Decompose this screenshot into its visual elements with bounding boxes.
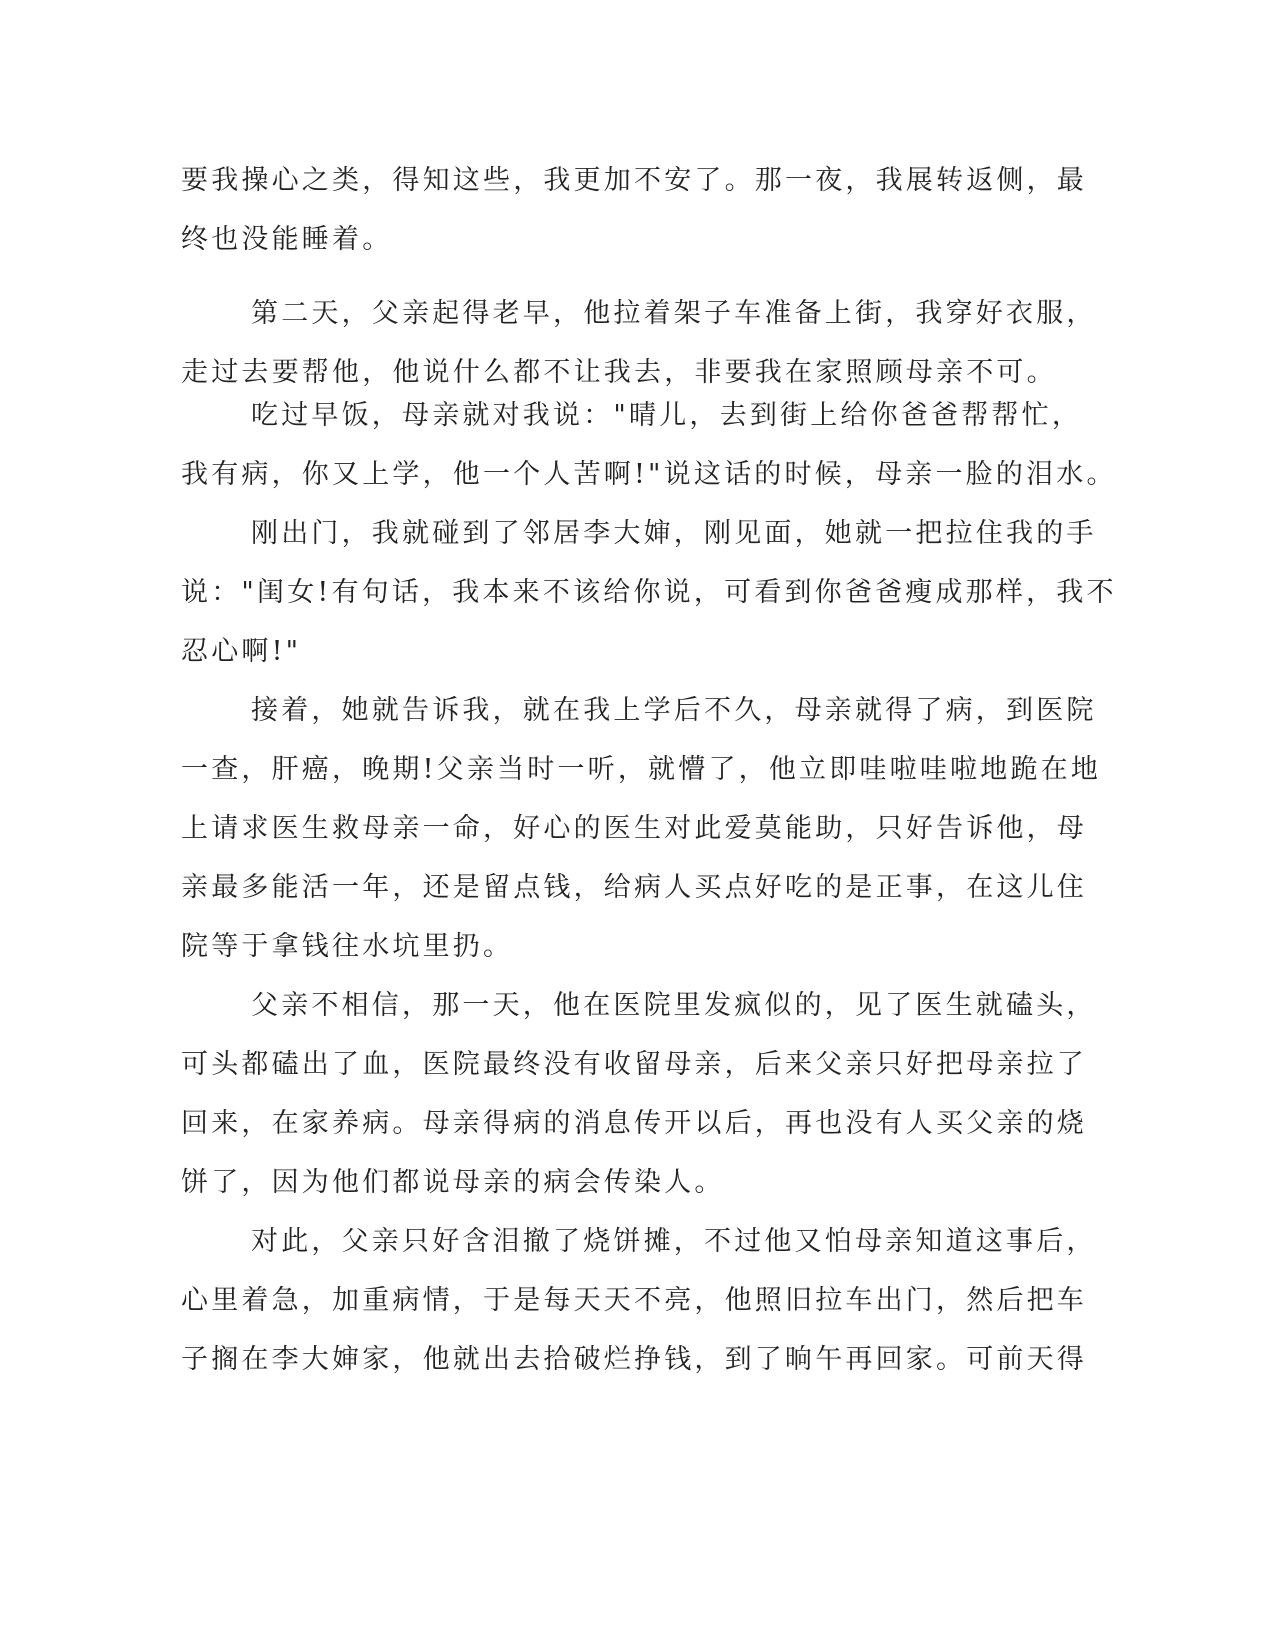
paragraph-first-line: 父亲不相信，那一天，他在医院里发疯似的，见了医生就磕头， [251, 990, 1097, 1021]
text-line: 走过去要帮他，他说什么都不让我去，非要我在家照顾母亲不可。 [181, 357, 1057, 388]
text-line: 终也没能睡着。 [181, 224, 393, 255]
text-line: 饼了，因为他们都说母亲的病会传染人。 [181, 1167, 725, 1198]
text-line: 可头都磕出了血，医院最终没有收留母亲，后来父亲只好把母亲拉了 [181, 1049, 1087, 1080]
paragraph-first-line: 接着，她就告诉我，就在我上学后不久，母亲就得了病，到医院 [251, 695, 1097, 726]
text-line: 说："闺女!有句话，我本来不该给你说，可看到你爸爸瘦成那样，我不 [181, 577, 1117, 608]
text-line: 要我操心之类，得知这些，我更加不安了。那一夜，我展转返侧，最 [181, 165, 1087, 196]
text-line: 子搁在李大婶家，他就出去拾破烂挣钱，到了晌午再回家。可前天得 [181, 1344, 1087, 1375]
text-line: 上请求医生救母亲一命，好心的医生对此爱莫能助，只好告诉他，母 [181, 813, 1087, 844]
text-line: 亲最多能活一年，还是留点钱，给病人买点好吃的是正事，在这儿住 [181, 872, 1087, 903]
paragraph-first-line: 刚出门，我就碰到了邻居李大婶，刚见面，她就一把拉住我的手 [251, 518, 1097, 549]
paragraph-first-line: 对此，父亲只好含泪撤了烧饼摊，不过他又怕母亲知道这事后， [251, 1226, 1097, 1257]
text-line: 一查，肝癌，晚期!父亲当时一听，就懵了，他立即哇啦哇啦地跪在地 [181, 754, 1102, 785]
text-line: 院等于拿钱往水坑里扔。 [181, 931, 514, 962]
text-line: 忍心啊!" [181, 636, 302, 667]
paragraph-first-line: 吃过早饭，母亲就对我说："晴儿，去到街上给你爸爸帮帮忙， [251, 400, 1083, 431]
text-line: 心里着急，加重病情，于是每天天不亮，他照旧拉车出门，然后把车 [181, 1285, 1087, 1316]
paragraph-first-line: 第二天，父亲起得老早，他拉着架子车准备上街，我穿好衣服， [251, 298, 1097, 329]
text-line: 我有病，你又上学，他一个人苦啊!"说这话的时候，母亲一脸的泪水。 [181, 459, 1117, 490]
text-line: 回来，在家养病。母亲得病的消息传开以后，再也没有人买父亲的烧 [181, 1108, 1087, 1139]
